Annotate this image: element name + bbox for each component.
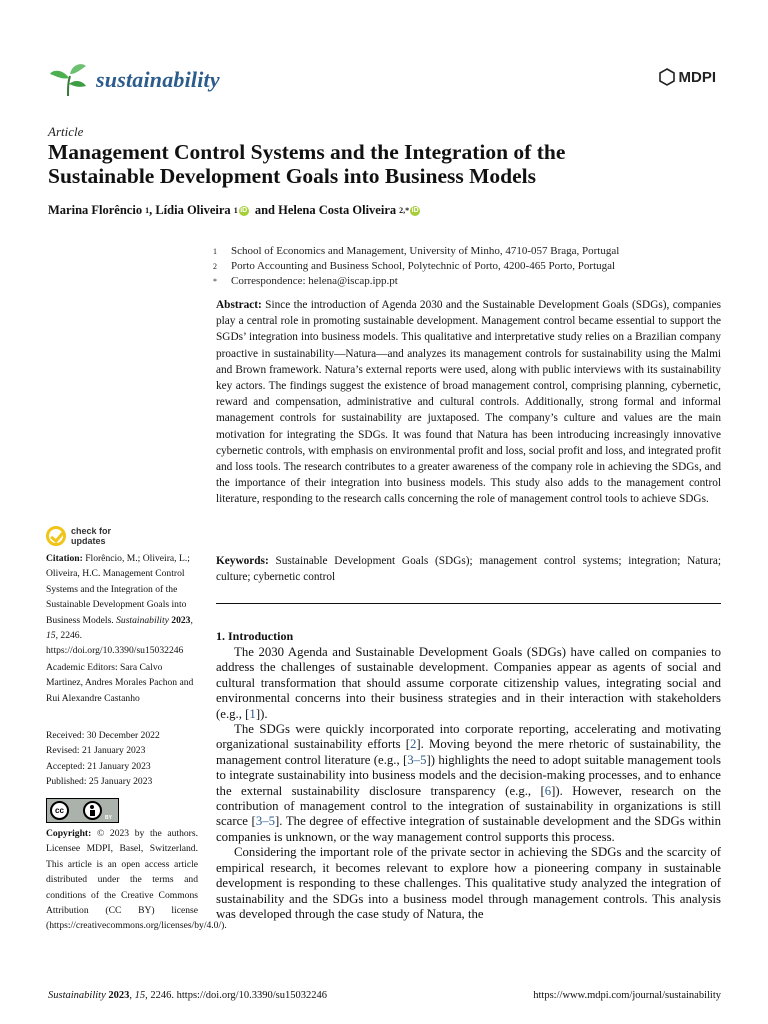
affiliations [213,244,619,289]
received-date: Received: 30 December 2022 [46,730,160,741]
revised-date: Revised: 21 January 2023 [46,745,146,757]
publisher-logo[interactable] [658,68,717,86]
title-line-1: Management Control Systems and the Integration of the [48,140,566,164]
author-sep-2: and [251,203,279,217]
affiliation-item: 1 School of Economics and Management, University of Minho, 4710-057 Braga, Portugal [213,245,620,257]
cc-by-license-badge[interactable] [46,798,119,823]
citation-link[interactable]: 3–5 [407,752,427,767]
citation-link[interactable]: 3–5 [255,814,276,829]
paragraph: The SDGs were quickly incorporated into corporate reporting, accelerating and motivating organizational sustainability efforts [2]. Moving beyond the mere rhetoric of sustainability, the management control literature (e.g., [3–5]) highlights the need to adopt suitable management tools to integrate sustainability into business models and the decision-making processes, and to enhance the external sustainability disclosure transparency (e.g., [6]). However, research on the contribution of management control to the integration of sustainability in organizations is still scarce [3–5]. The degree of effective integration of sustainable development and the SDGs within companies is unknown, or the way management control supports this process. [216,722,722,844]
check-icon [46,526,66,546]
leaf-logo-icon [48,62,88,98]
citation-link[interactable]: 2 [410,737,417,752]
published-date: Published: 25 January 2023 [46,776,153,788]
cc-icon: cc [50,801,69,820]
citation-link[interactable]: 6 [544,783,552,798]
by-label: BY [105,815,112,821]
paragraph: The 2030 Agenda and Sustainable Development Goals (SDGs) have called on companies to address the challenges of sustainable development. Companies appear as agents of social and cultural transformation that should assume corporate citizenship values, integrating social and environmental concerns into their business strategies and in their interaction with stakeholders (e.g., [1]). [216,645,721,721]
article-title [48,140,728,188]
title-line-2: Sustainable Development Goals into Business Models [48,164,536,188]
orcid-icon[interactable]: iD [240,206,248,214]
section-divider [216,603,721,604]
paragraph: Considering the important role of the private sector in achieving the SDGs and the scarcity of empirical research, it becomes relevant to explore how a pioneering company in sustainable development is responding to these challenges. This qualitative study analyzed the integration of sustainability and the SDGs into a business model through management controls. This analysis was developed through the case study of Natura, the [216,845,721,921]
academic-editors: Academic Editors: Sara Calvo Martinez, Andres Morales Pachon and Rui Alexandre Castanho [46,662,194,704]
author-1-affil: 1 [145,206,150,215]
author-2-affil: 1 [233,206,238,215]
citation-label: Citation: [46,553,83,564]
author-2-name: Lídia Oliveira [155,203,231,217]
abstract-text: Since the introduction of Agenda 2030 and the Sustainable Development Goals (SDGs), companies play a central role in promoting sustainable development. Management control became essential to support the SGDs’ integration into business models. This qualitative and interpretative study relies on a Brazilian company proactive in sustainability—Natura—and analyzes its management controls for sustainability using the Malmi and Brown framework. Natura’s external reports were used, along with public interviews with its sustainability key actors. The findings suggest the existence of broad management control, comprising planning, cybernetic, reward and compensation, administrative and cultural controls. Additionally, strong formal and informal management controls for sustainability are juxtaposed. The company’s culture and values are the main motivation for integrating the SDGs. It was found that Natura has been introducing increasingly innovative cybernetic controls, with emphasis on environmental profit and loss, social profit and loss, and integrated profit and loss tools. The research contributes to a greater awareness of the company role in achieving the SDGs, and the importance of their integration into business models. This study also adds to the management control literature, responding to the research calls concerning the role of management control tools to achieve SDGs. [216,299,722,506]
author-sep-1: , [149,203,156,217]
journal-name: sustainability [96,67,220,92]
footer-journal-url[interactable]: https://www.mdpi.com/journal/sustainability [533,990,721,1001]
footer-citation: Sustainability 2023, 15, 2246. https://doi.org/10.3390/su15032246 [48,990,327,1001]
dates-block [46,728,198,790]
keywords-text: Sustainable Development Goals (SDGs); management control systems; integration; Natura; culture; cybernetic control [216,555,721,584]
publisher-name: MDPI [678,68,716,86]
author-3-affil: 2,* [399,206,410,215]
introduction-text [216,645,721,922]
copyright-label: Copyright: [46,828,92,839]
citation-block: Citation: Florêncio, M.; Oliveira, L.; Oliveira, H.C. Management Control Systems and the Integration of the Sustainable Development Goals into Business Models. Sustainability 2023, 15, 2246. https://doi.org/10.3390/su15032246 [46,553,193,657]
author-3-name: Helena Costa Oliveira [278,203,397,217]
keywords-label: Keywords: [216,555,269,567]
orcid-icon[interactable]: iD [411,206,419,214]
author-list [48,203,423,218]
copyright-block: Copyright: © 2023 by the authors. Licensee MDPI, Basel, Switzerland. This article is an open access article distributed under the terms and conditions of the Creative Commons Attribution (CC BY) license (https://creativecommons.org/licenses/by/4.0/). [46,828,227,932]
check-for-updates-button[interactable]: check for updates [46,526,111,546]
attribution-icon [83,801,102,820]
author-1-name: Marina Florêncio [48,203,143,217]
journal-logo[interactable] [48,62,220,98]
section-heading: 1. Introduction [216,629,294,643]
citation-link[interactable]: 1 [249,706,256,721]
accepted-date: Accepted: 21 January 2023 [46,760,151,772]
keywords [216,553,721,585]
abstract [216,297,721,508]
correspondence: * Correspondence: helena@iscap.ipp.pt [213,275,398,287]
mdpi-hexagon-icon [658,68,676,86]
abstract-label: Abstract: [216,299,262,311]
article-type: Article [48,124,84,139]
affiliation-item: 2 Porto Accounting and Business School, Polytechnic of Porto, 4200-465 Porto, Portugal [213,260,616,272]
